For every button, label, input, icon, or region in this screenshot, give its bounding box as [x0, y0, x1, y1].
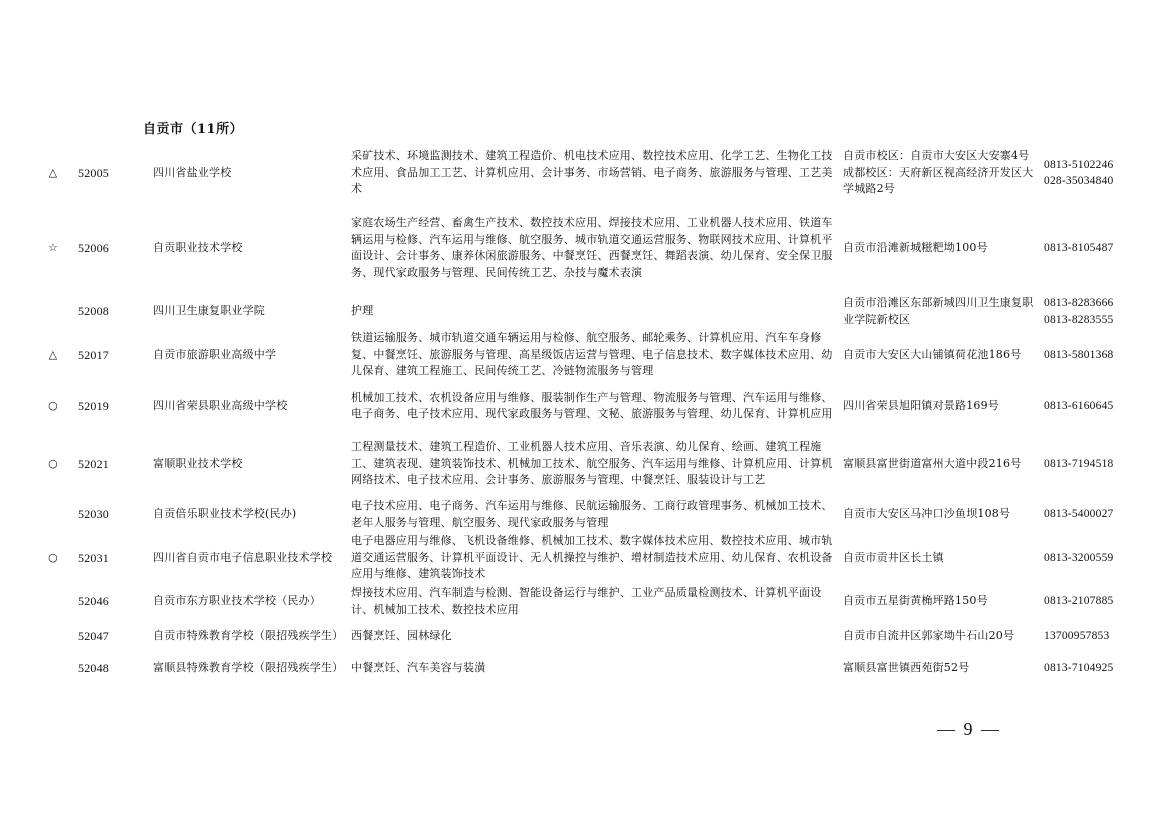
majors-list: 家庭农场生产经营、畜禽生产技术、数控技术应用、焊接技术应用、工业机器人技术应用、铁道车辆运用与检修、汽车运用与维修、航空服务、城市轨道交通运营服务、物联网技术应用、计算机平面设计、会计事务、康养休闲旅游服务、中餐烹饪、西餐烹饪、舞蹈表演、幼儿保育、安全保卫服务、现代家政服务与管理、民间传统工艺、杂技与魔术表演: [351, 216, 833, 279]
table-row: [38, 653, 1136, 683]
majors-list: 焊接技术应用、汽车制造与检测、智能设备运行与维护、工业产品质量检测技术、计算机平面设计、机械加工技术、数控技术应用: [351, 586, 822, 616]
school-code: 52006: [78, 240, 109, 255]
school-table: [38, 144, 1136, 683]
section-heading: 自贡市（11所）: [143, 122, 244, 137]
phone-number: 13700957853: [1044, 629, 1110, 642]
majors-list: 铁道运输服务、城市轨道交通车辆运用与检修、航空服务、邮轮乘务、计算机应用、汽车车身修复、中餐烹饪、旅游服务与管理、高星级饭店运营与管理、电子信息技术、数字媒体技术应用、幼儿保育、建筑工程施工、民间传统工艺、冷链物流服务与管理: [351, 331, 833, 378]
phone-cell: [1044, 431, 1136, 497]
school-code: 52021: [78, 456, 109, 471]
phone-cell: [1044, 381, 1136, 431]
majors-list: 中餐烹饪、汽车美容与装潢: [351, 660, 486, 674]
phone-number: 028-35034840: [1044, 175, 1114, 187]
table-row: [38, 584, 1136, 619]
school-name: 自贡市旅游职业高级中学: [153, 347, 277, 361]
school-code: 52048: [78, 660, 109, 675]
table-row: [38, 381, 1136, 431]
school-table-body: [38, 144, 1136, 683]
status-mark: ○: [48, 456, 58, 470]
school-name: 四川省盐业学校: [153, 165, 232, 179]
phone-number: 0813-8283666: [1044, 297, 1114, 309]
phone-cell: [1044, 497, 1136, 532]
phone-cell: [1044, 532, 1136, 584]
school-name: 自贡市特殊教育学校（限招残疾学生）: [153, 628, 344, 642]
majors-list: 电子技术应用、电子商务、汽车运用与维修、民航运输服务、工商行政管理事务、机械加工技术、老年人服务与管理、航空服务、现代家政服务与管理: [351, 499, 833, 529]
majors-list: 工程测量技术、建筑工程造价、工业机器人技术应用、音乐表演、幼儿保育、绘画、建筑工程施工、建筑表现、建筑装饰技术、机械加工技术、航空服务、汽车运用与维修、计算机应用、计算机网络技术、电子技术应用、会计事务、旅游服务与管理、中餐烹饪、服装设计与工艺: [351, 440, 833, 487]
status-mark: ○: [48, 398, 58, 412]
status-mark: △: [48, 347, 58, 361]
school-name: 四川省自贡市电子信息职业技术学校: [153, 550, 333, 564]
school-name: 自贡市东方职业技术学校（民办）: [153, 594, 321, 608]
phone-cell: [1044, 584, 1136, 619]
table-row: [38, 329, 1136, 381]
school-name: 四川省荣县职业高级中学校: [153, 398, 288, 412]
phone-number: 0813-8283555: [1044, 313, 1114, 326]
school-address: 自贡市大安区马冲口沙鱼坝108号: [843, 507, 1011, 521]
school-code: 52031: [78, 550, 109, 565]
table-row: [38, 619, 1136, 653]
phone-number: 0813-2107885: [1044, 595, 1114, 608]
table-row: [38, 202, 1136, 294]
table-row: [38, 497, 1136, 532]
majors-list: 电子电器应用与维修、飞机设备维修、机械加工技术、数字媒体技术应用、数控技术应用、城市轨道交通运营服务、计算机平面设计、无人机操控与维护、增材制造技术应用、幼儿保育、农机设备应用与维修、建筑装饰技术: [351, 534, 833, 581]
school-code: 52047: [78, 628, 109, 643]
school-address: 四川省荣县旭阳镇对景路169号: [843, 398, 999, 412]
school-code: 52019: [78, 398, 109, 413]
status-mark: [38, 619, 68, 653]
status-mark: △: [48, 165, 58, 179]
majors-list: 机械加工技术、农机设备应用与维修、服装制作生产与管理、物流服务与管理、汽车运用与维修、电子商务、电子技术应用、现代家政服务与管理、文秘、旅游服务与管理、幼儿保育、计算机应用: [351, 390, 833, 420]
school-address: 富顺县富世街道富州大道中段216号: [843, 456, 1022, 470]
school-code: 52008: [78, 304, 109, 319]
school-address: 自贡市大安区大山铺镇荷花池186号: [843, 347, 1022, 361]
table-row: [38, 294, 1136, 329]
phone-cell: [1044, 619, 1136, 653]
school-address: 自贡市自流井区郭家坳牛石山20号: [843, 628, 1015, 642]
phone-cell: [1044, 144, 1136, 202]
school-name: 富顺县特殊教育学校（限招残疾学生）: [153, 660, 344, 674]
school-code: 52017: [78, 347, 109, 362]
phone-cell: [1044, 653, 1136, 683]
school-address: 富顺县富世镇西苑街52号: [843, 660, 970, 674]
phone-number: 0813-8105487: [1044, 241, 1114, 254]
phone-number: 0813-7104925: [1044, 661, 1114, 674]
page-number: — 9 —: [937, 719, 1001, 739]
status-mark: [38, 497, 68, 532]
school-code: 52046: [78, 594, 109, 609]
table-row: [38, 144, 1136, 202]
school-name: 富顺职业技术学校: [153, 456, 243, 470]
phone-number: 0813-5400027: [1044, 508, 1114, 521]
phone-number: 0813-5102246: [1044, 158, 1114, 171]
phone-number: 0813-6160645: [1044, 399, 1114, 412]
school-address: 自贡市贡井区长土镇: [843, 550, 944, 564]
phone-number: 0813-7194518: [1044, 457, 1114, 470]
school-name: 自贡倍乐职业技术学校(民办): [153, 507, 297, 521]
status-mark: [38, 584, 68, 619]
table-row: [38, 431, 1136, 497]
school-code: 52030: [78, 507, 109, 522]
phone-number: 0813-3200559: [1044, 551, 1114, 564]
phone-cell: [1044, 294, 1136, 329]
table-row: [38, 532, 1136, 584]
school-name: 自贡职业技术学校: [153, 240, 243, 254]
school-address: 自贡市校区：自贡市大安区大安寨4号 成都校区：天府新区视高经济开发区大学城路2号: [843, 149, 1034, 196]
school-name: 四川卫生康复职业学院: [153, 304, 265, 318]
school-address: 自贡市沿滩新城糍粑坳100号: [843, 240, 988, 254]
majors-list: 护理: [351, 304, 374, 318]
status-mark: ○: [48, 550, 58, 564]
school-code: 52005: [78, 165, 109, 180]
phone-number: 0813-5801368: [1044, 348, 1114, 361]
phone-cell: [1044, 329, 1136, 381]
status-mark: [38, 653, 68, 683]
status-mark: [38, 294, 68, 329]
status-mark: ☆: [47, 240, 59, 254]
majors-list: 采矿技术、环境监测技术、建筑工程造价、机电技术应用、数控技术应用、化学工艺、生物化工技术应用、食品加工工艺、计算机应用、会计事务、市场营销、电子商务、旅游服务与管理、工艺美术: [351, 149, 833, 196]
phone-cell: [1044, 202, 1136, 294]
majors-list: 西餐烹饪、园林绿化: [351, 628, 452, 642]
school-address: 自贡市五星街黄桷坪路150号: [843, 594, 988, 608]
school-address: 自贡市沿滩区东部新城四川卫生康复职业学院新校区: [843, 296, 1034, 326]
